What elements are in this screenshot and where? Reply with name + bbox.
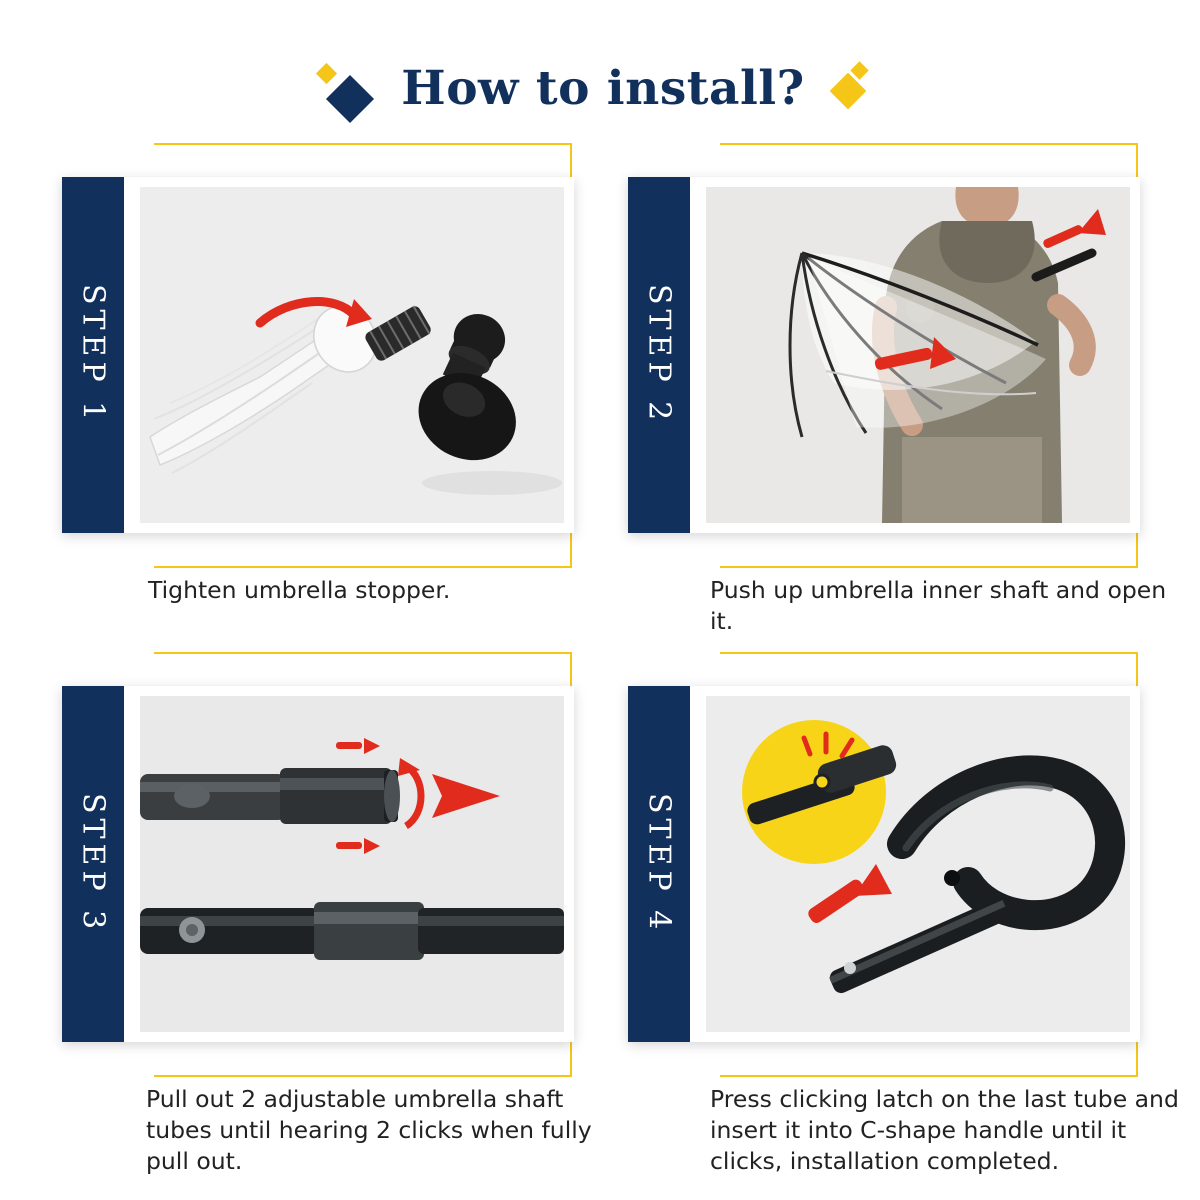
step-frame [628,143,1167,636]
c-shape-handle-photo [706,696,1130,1032]
step-frame [62,652,592,1176]
step-card-2 [628,143,1167,636]
frame-border-bottom [720,1075,1138,1077]
step-label: STEP 3 [75,793,111,935]
decorative-diamonds-left [319,60,375,116]
step-caption: Pull out 2 adjustable umbrella shaft tubes until hearing 2 clicks when fully pull out. [146,1085,592,1176]
step-caption: Push up umbrella inner shaft and open it. [710,576,1167,636]
frame-border-bottom [720,566,1138,568]
page-title: How to install? [401,60,805,116]
decorative-diamonds-right [831,60,881,116]
frame-border-top [154,652,572,654]
large-navy-diamond-icon [326,75,374,123]
frame-border-top [720,652,1138,654]
umbrella-stopper-photo [140,187,564,523]
step-label-band [62,686,124,1042]
step-label: STEP 4 [641,793,677,935]
step-label-band [628,686,690,1042]
step-photo-card [62,177,574,533]
step-caption: Tighten umbrella stopper. [148,576,451,604]
step-photo-card [628,686,1140,1042]
step-frame [628,652,1179,1176]
frame-border-bottom [154,1075,572,1077]
step-photo-card [62,686,574,1042]
step-label-band [628,177,690,533]
step-label: STEP 2 [641,284,677,426]
step-card-1 [62,143,572,604]
frame-border-top [720,143,1138,145]
shaft-tubes-photo [140,696,564,1032]
page-header [0,48,1200,128]
step-label: STEP 1 [75,284,111,426]
step-card-3 [62,652,592,1176]
step-label-band [62,177,124,533]
step-card-4 [628,652,1179,1176]
frame-border-bottom [154,566,572,568]
step-frame [62,143,572,604]
step-caption: Press clicking latch on the last tube and insert it into C-shape handle until it clicks, installation completed. [710,1085,1179,1176]
step-photo-card [628,177,1140,533]
person-opening-umbrella-photo [706,187,1130,523]
small-yellow-diamond-icon [316,63,337,84]
frame-border-top [154,143,572,145]
